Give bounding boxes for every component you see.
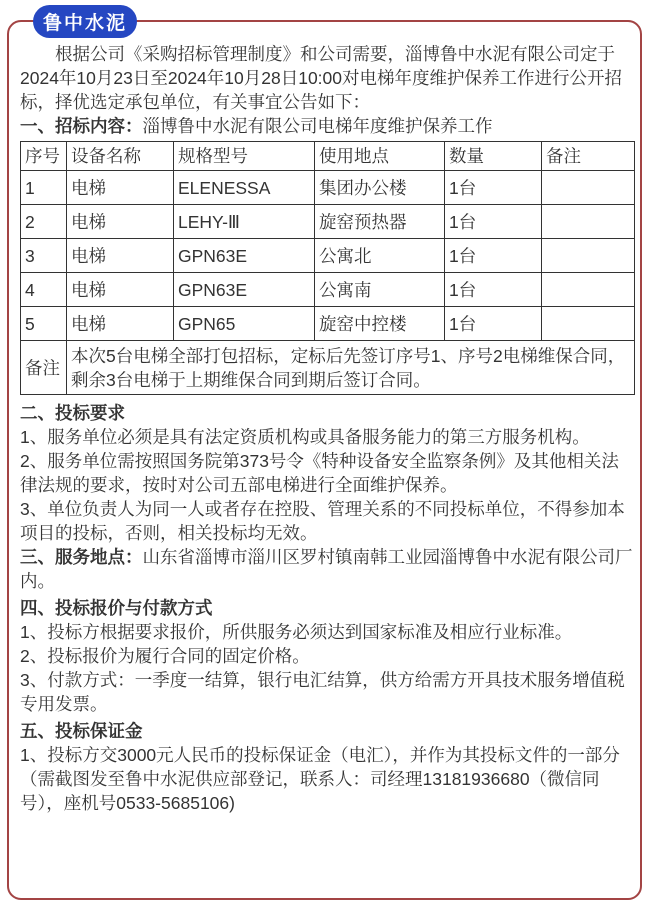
section1-heading-line <box>20 114 633 138</box>
cell-quantity: 1台 <box>445 273 542 307</box>
col-header-location: 使用地点 <box>315 142 445 171</box>
section5-heading: 五、投标保证金 <box>20 721 143 741</box>
table-row <box>21 307 635 341</box>
cell-remark <box>542 205 635 239</box>
col-header-quantity: 数量 <box>445 142 542 171</box>
list-item: 2、投标报价为履行合同的固定价格。 <box>20 646 310 666</box>
list-item: 1、服务单位必须是具有法定资质机构或具备服务能力的第三方服务机构。 <box>20 427 590 447</box>
brand-badge <box>33 5 137 38</box>
col-header-model: 规格型号 <box>174 142 315 171</box>
cell-quantity: 1台 <box>445 171 542 205</box>
footer-text-cell: 本次5台电梯全部打包招标，定标后先签订序号1、序号2电梯维保合同，剩余3台电梯于上期维保合同到期后签订合同。 <box>67 341 635 395</box>
cell-quantity: 1台 <box>445 239 542 273</box>
col-header-equipment: 设备名称 <box>67 142 174 171</box>
cell-seq: 3 <box>21 239 67 273</box>
cell-model: LEHY-Ⅲ <box>174 205 315 239</box>
cell-seq: 4 <box>21 273 67 307</box>
cell-seq: 1 <box>21 171 67 205</box>
footer-label-cell: 备注 <box>21 341 67 395</box>
list-item: 1、投标方交3000元人民币的投标保证金（电汇），并作为其投标文件的一部分（需截图发至鲁中水泥供应部登记，联系人：司经理13181936680（微信同号），座机号0533-5685106) <box>20 745 620 813</box>
cell-model: GPN65 <box>174 307 315 341</box>
table-footer-row <box>21 341 635 395</box>
cell-equipment: 电梯 <box>67 307 174 341</box>
list-item: 3、单位负责人为同一人或者存在控股、管理关系的不同投标单位，不得参加本项目的投标，否则，相关投标均无效。 <box>20 499 625 543</box>
cell-location: 公寓北 <box>315 239 445 273</box>
section3-heading: 三、服务地点： <box>20 547 143 567</box>
cell-remark <box>542 307 635 341</box>
cell-seq: 5 <box>21 307 67 341</box>
cell-model: GPN63E <box>174 273 315 307</box>
cell-equipment: 电梯 <box>67 273 174 307</box>
section1-heading: 一、招标内容： <box>20 116 143 136</box>
table-row <box>21 171 635 205</box>
cell-remark <box>542 273 635 307</box>
cell-model: GPN63E <box>174 239 315 273</box>
cell-equipment: 电梯 <box>67 171 174 205</box>
list-item: 2、服务单位需按照国务院第373号令《特种设备安全监察条例》及其他相关法律法规的要求，按时对公司五部电梯进行全面维护保养。 <box>20 451 619 495</box>
cell-location: 公寓南 <box>315 273 445 307</box>
section4-heading: 四、投标报价与付款方式 <box>20 598 213 618</box>
cell-remark <box>542 171 635 205</box>
cell-model: ELENESSA <box>174 171 315 205</box>
table-row <box>21 273 635 307</box>
intro-paragraph: 根据公司《采购招标管理制度》和公司需要，淄博鲁中水泥有限公司定于2024年10月23日至2024年10月28日10:00对电梯年度维护保养工作进行公开招标，择优选定承包单位，有关事宜公告如下： <box>20 44 623 112</box>
col-header-seq: 序号 <box>21 142 67 171</box>
cell-equipment: 电梯 <box>67 239 174 273</box>
section1-heading-rest: 淄博鲁中水泥有限公司电梯年度维护保养工作 <box>142 116 493 136</box>
brand-badge-label: 鲁中水泥 <box>42 13 127 34</box>
cell-location: 旋窑中控楼 <box>315 307 445 341</box>
table-header-row <box>21 142 635 171</box>
cell-seq: 2 <box>21 205 67 239</box>
tender-items-table <box>20 141 635 395</box>
announcement-document <box>20 42 633 815</box>
cell-remark <box>542 239 635 273</box>
table-row <box>21 239 635 273</box>
cell-quantity: 1台 <box>445 205 542 239</box>
col-header-remark: 备注 <box>542 142 635 171</box>
cell-location: 旋窑预热器 <box>315 205 445 239</box>
list-item: 3、付款方式：一季度一结算，银行电汇结算，供方给需方开具技术服务增值税专用发票。 <box>20 670 625 714</box>
cell-location: 集团办公楼 <box>315 171 445 205</box>
cell-equipment: 电梯 <box>67 205 174 239</box>
section2-heading: 二、投标要求 <box>20 403 125 423</box>
list-item: 1、投标方根据要求报价，所供服务必须达到国家标准及相应行业标准。 <box>20 622 573 642</box>
cell-quantity: 1台 <box>445 307 542 341</box>
table-row <box>21 205 635 239</box>
section3-text: 山东省淄博市淄川区罗村镇南韩工业园淄博鲁中水泥有限公司厂内。 <box>20 547 633 591</box>
section3-line <box>20 545 633 593</box>
